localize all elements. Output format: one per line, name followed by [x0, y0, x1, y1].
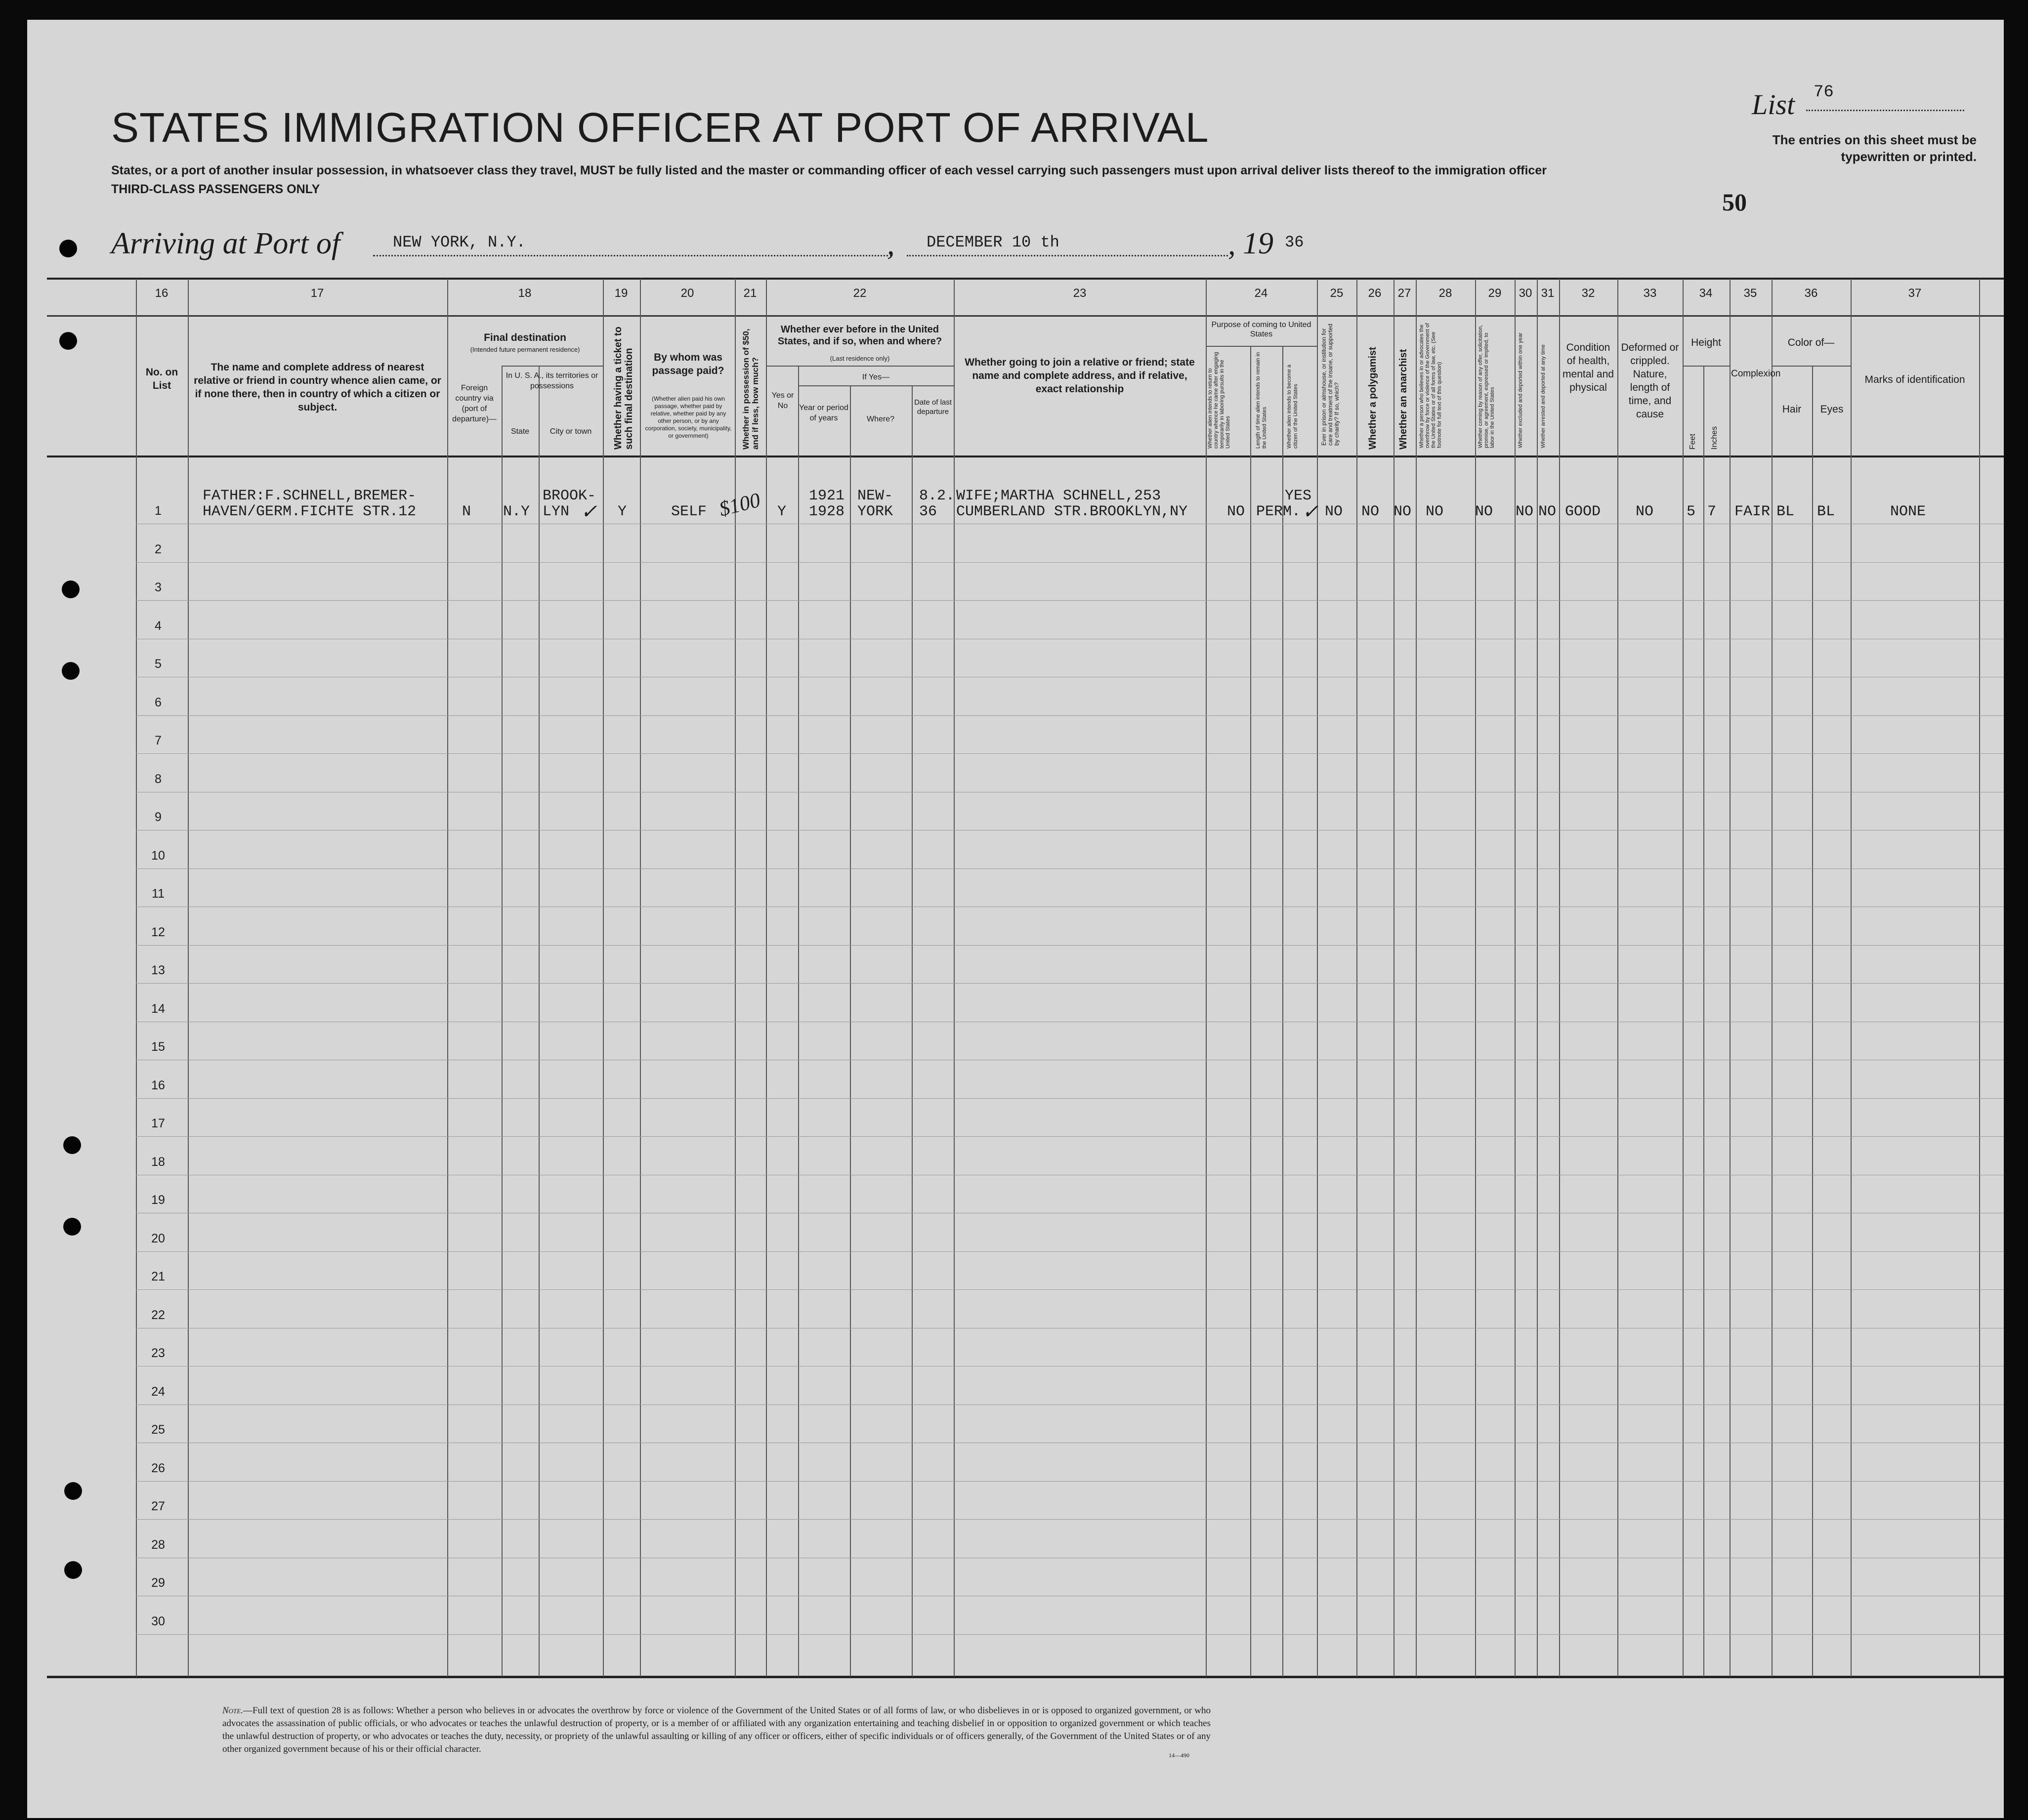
row-number: 23 [151, 1346, 165, 1360]
intro-text [111, 161, 1692, 199]
header-health: Condition of health, mental and physical [1563, 342, 1614, 393]
column-line [1206, 279, 1207, 1677]
anarchist-value: NO [1394, 503, 1412, 520]
row-number: 9 [155, 810, 162, 824]
header-length-of-stay: Length of time alien intends to remain in the United States [1255, 352, 1268, 449]
column-line [1559, 279, 1560, 1677]
port-underline [373, 255, 892, 256]
column-number: 20 [680, 287, 694, 300]
return-intent-value: NO [1227, 503, 1245, 520]
header-ever-before-sub: (Last residence only) [830, 355, 890, 362]
year-suffix: 36 [1285, 233, 1304, 251]
period-value [809, 488, 845, 520]
arrested-value: NO [1538, 503, 1557, 520]
health-value: GOOD [1565, 503, 1601, 520]
row-line [136, 983, 2004, 984]
ticket-value: Y [618, 503, 627, 520]
header-labor-offer: Whether coming by reason of any offer, solicitation, promise, or agreement, expressed or implied, to labor in the United States [1478, 325, 1495, 448]
join-relative-value [956, 488, 1187, 520]
column-line [1356, 279, 1357, 1677]
punch-hole [63, 1218, 81, 1236]
form-top-rule [47, 278, 2004, 280]
sheet-number: 50 [1722, 188, 1747, 216]
deformed-value: NO [1636, 503, 1654, 520]
row-number: 16 [151, 1078, 165, 1092]
row-number: 29 [151, 1576, 165, 1590]
row-number: 19 [151, 1193, 165, 1207]
row-number: 2 [155, 542, 162, 556]
period-line: 1928 [809, 503, 845, 520]
sub-header-rule [798, 385, 954, 386]
check-mark: ✓ [581, 500, 597, 523]
city-line: BROOK- [543, 488, 596, 504]
header-marks: Marks of identification [1864, 374, 1965, 385]
column-number-rule [47, 315, 2004, 317]
form-code: 14—490 [1169, 1752, 1189, 1759]
list-number: 76 [1814, 83, 1834, 102]
row-line [136, 945, 2004, 946]
header-passage-paid-sub: (Whether alien paid his own passage, whether paid by relative, whether paid by any other person, or by any corporation, society, municipality, or government) [645, 395, 732, 439]
column-line [1772, 279, 1773, 1677]
foreign-country-value: N [462, 503, 471, 520]
header-hair: Hair [1782, 404, 1802, 415]
join-line: WIFE;MARTHA SCHNELL,253 [956, 488, 1161, 504]
column-number: 18 [518, 287, 532, 300]
row-number: 22 [151, 1308, 165, 1322]
column-number: 28 [1438, 287, 1452, 300]
column-number: 21 [743, 287, 757, 300]
header-excluded: Whether excluded and deported within one year [1518, 332, 1523, 448]
sub-column-line [1282, 346, 1283, 1677]
row-number: 11 [152, 887, 165, 901]
footnote [222, 1704, 1211, 1756]
column-line [1730, 279, 1731, 1677]
row-number: 12 [151, 925, 165, 939]
header-ticket: Whether having a ticket to such final destination [613, 327, 634, 450]
list-underline [1806, 110, 1964, 111]
comma: , [887, 228, 895, 261]
column-line [1475, 279, 1476, 1677]
sub-header-rule [1772, 366, 1851, 367]
relative-line: FATHER:F.SCHNELL,BREMER- [203, 488, 417, 504]
passage-value: SELF [671, 503, 707, 520]
row-number: 3 [155, 580, 162, 594]
row-number: 4 [155, 619, 162, 633]
row-number: 14 [151, 1001, 165, 1016]
column-number: 17 [310, 287, 324, 300]
manifest-sheet [27, 20, 2004, 1818]
column-number: 29 [1488, 287, 1502, 300]
header-citizen-intent: Whether alien intends to become a citizen of the United States [1286, 365, 1299, 449]
row-line [136, 1098, 2004, 1099]
sub-column-line [1250, 346, 1251, 1677]
period-line: 1921 [809, 488, 845, 504]
header-join-relative: Whether going to join a relative or friend; state name and complete address, and if relative, exact relationship [965, 357, 1195, 395]
departure-value [919, 488, 955, 520]
row-number: 10 [151, 848, 165, 863]
column-number: 27 [1397, 287, 1411, 300]
row-line [136, 562, 2004, 563]
row-number: 18 [151, 1155, 165, 1169]
header-usa: In U. S. A., its territories or possessions [506, 372, 598, 390]
row-number: 13 [151, 963, 165, 977]
column-number: 23 [1073, 287, 1087, 300]
header-overthrow: Whether a person who believes in or advocates the overthrow by force or violence of the Government of the United States or of all forms of law, etc. (See footnote for full text of this question) [1419, 323, 1442, 448]
table-bottom-rule [47, 1676, 2004, 1678]
column-number: 32 [1581, 287, 1595, 300]
column-number: 24 [1254, 287, 1268, 300]
where-line: NEW- [857, 488, 893, 504]
row-number: 6 [155, 695, 162, 709]
class-line: THIRD-CLASS PASSENGERS ONLY [111, 182, 320, 196]
marks-value: NONE [1890, 503, 1926, 520]
header-if-yes: If Yes— [862, 373, 890, 381]
departure-line: 36 [919, 503, 937, 520]
where-line: YORK [857, 503, 893, 520]
header-bottom-rule [47, 455, 2004, 457]
sub-column-line [912, 385, 913, 1677]
year-prefix: 19 [1243, 227, 1273, 260]
header-deformed: Deformed or crippled. Nature, length of time, and cause [1621, 342, 1679, 420]
feet-value: 5 [1687, 503, 1696, 520]
header-yes-no: Yes or No [771, 391, 794, 410]
ever-before-value: Y [777, 503, 787, 520]
polygamist-value: NO [1361, 503, 1380, 520]
column-line [1317, 279, 1318, 1677]
column-line [640, 279, 641, 1677]
footnote-lead: Note. [222, 1705, 243, 1716]
page-title: STATES IMMIGRATION OFFICER AT PORT OF ARRIVAL [111, 104, 1209, 151]
row-line [136, 1481, 2004, 1482]
column-number: 16 [155, 287, 169, 300]
header-height: Height [1691, 337, 1721, 348]
column-number: 33 [1643, 287, 1657, 300]
row-line [136, 715, 2004, 716]
excluded-value: NO [1516, 503, 1534, 520]
row-number: 25 [151, 1423, 165, 1437]
row-line [136, 1136, 2004, 1137]
row-number: 15 [151, 1040, 165, 1054]
join-line: CUMBERLAND STR.BROOKLYN,NY [956, 503, 1188, 520]
header-final-destination: Final destination [484, 332, 566, 343]
column-number: 26 [1368, 287, 1382, 300]
header-arrested: Whether arrested and deported at any time [1540, 344, 1546, 448]
column-line [1537, 279, 1538, 1677]
sub-header-rule [502, 366, 603, 367]
column-number: 30 [1519, 287, 1532, 300]
row-line [136, 600, 2004, 601]
row-number: 28 [151, 1537, 165, 1552]
header-passage-paid: By whom was passage paid? [652, 352, 724, 376]
list-note: The entries on this sheet must be typewritten or printed. [1772, 132, 1977, 164]
port-value: NEW YORK, N.Y. [393, 233, 526, 251]
header-purpose: Purpose of coming to United States [1211, 321, 1311, 338]
row-number: 30 [151, 1614, 165, 1628]
column-line [1515, 279, 1516, 1677]
labor-offer-value: NO [1475, 503, 1493, 520]
punch-hole [59, 240, 77, 257]
overthrow-value: NO [1426, 503, 1444, 520]
date-value: DECEMBER 10 th [927, 233, 1059, 251]
header-return-intent: Whether alien intends to return to country whence he came after engaging temporarily in laboring pursuits in the United States [1207, 352, 1231, 449]
header-money: Whether in possession of $50, and if less, how much? [741, 329, 760, 450]
row-number: 5 [155, 657, 162, 671]
row-number: 7 [155, 734, 162, 747]
prison-value: NO [1325, 503, 1343, 520]
column-line [1979, 279, 1980, 1677]
row-number: 27 [151, 1499, 165, 1513]
check-mark: ✓ [1302, 500, 1319, 523]
punch-hole [59, 332, 77, 350]
row-number: 24 [151, 1384, 165, 1399]
intro-paragraph: States, or a port of another insular possession, in whatsoever class they travel, MUST be fully listed and the master or commanding officer of each vessel carrying such passengers must upon arrival deliver lists thereof to the immigration officer [111, 164, 1547, 177]
row-number: 1 [155, 504, 162, 518]
column-line [1617, 279, 1618, 1677]
row-number: 26 [151, 1461, 165, 1475]
row-number: 21 [151, 1270, 165, 1283]
punch-hole [62, 580, 80, 598]
header-foreign-country: Foreign country via (port of departure)— [452, 384, 497, 423]
column-line [735, 279, 736, 1677]
header-nearest-relative: The name and complete address of nearest relative or friend in country whence alien came, or if none there, then in country of which a citizen or subject. [194, 362, 441, 413]
column-number: 19 [614, 287, 628, 300]
header-eyes: Eyes [1820, 404, 1844, 415]
departure-line: 8.2. [919, 488, 955, 504]
header-polygamist: Whether a polygamist [1367, 347, 1378, 450]
column-line [447, 279, 448, 1677]
column-number: 31 [1541, 287, 1555, 300]
sub-header-rule [1206, 346, 1317, 347]
city-line: LYN [543, 503, 570, 520]
where-value [857, 488, 893, 520]
money-value: $100 [717, 489, 763, 521]
row-line [136, 1289, 2004, 1290]
row-line [136, 1519, 2004, 1520]
sub-column-line [850, 385, 851, 1677]
punch-hole [62, 662, 80, 680]
header-prison: Ever in prison or almshouse, or institution for care and treatment of the insane, or supported by charity? If so, which? [1320, 324, 1340, 446]
column-line [188, 279, 189, 1677]
punch-hole [63, 1136, 81, 1154]
footnote-text: —Full text of question 28 is as follows: Whether a person who believes in or advocates the overthrow by force or violence of the Government of the United States or of all forms of law, or who disbelieves in or is opposed to organized government, or who advocates the assassination of public officials, or who advocates or teaches the unlawful destruction of property, or is a member of or affiliated with any organization entertaining and teaching disbelief in or opposition to organized government or which teaches the unlawful destruction of property, or who advocates or teaches the duty, necessity, or propriety of the unlawful assaulting or killing of any officer or officers, either of specific individuals or of officers generally, of the Government of the United States or of any other organized government because of his or their official character. [222, 1705, 1211, 1754]
relative-address [203, 488, 416, 520]
column-number: 25 [1330, 287, 1344, 300]
header-departure: Date of last departure [914, 398, 952, 416]
row-number: 17 [151, 1117, 165, 1130]
header-complexion: Complexion [1731, 369, 1781, 379]
header-state: State [510, 427, 530, 436]
punch-hole [64, 1561, 82, 1579]
header-color-of: Color of— [1787, 337, 1835, 348]
row-line [136, 1634, 2004, 1635]
state-value: N.Y [503, 503, 530, 520]
date-underline [907, 255, 1228, 256]
punch-hole [64, 1482, 82, 1500]
header-no-on-list: No. on List [145, 367, 178, 391]
header-ever-before: Whether ever before in the United States, and if so, when and where? [777, 324, 942, 347]
header-anarchist: Whether an anarchist [1398, 349, 1409, 450]
comma: , [1228, 228, 1236, 261]
header-inches: Inches [1710, 426, 1719, 450]
header-period: Year or period of years [799, 404, 848, 422]
sub-header-rule [1683, 366, 1730, 367]
column-number: 34 [1699, 287, 1713, 300]
list-label: List [1752, 88, 1795, 121]
header-city: City or town [549, 427, 592, 436]
inches-value: 7 [1707, 503, 1717, 520]
row-line [136, 1251, 2004, 1252]
header-feet: Feet [1689, 433, 1697, 450]
column-line [1416, 279, 1417, 1677]
arriving-label: Arriving at Port of [111, 227, 340, 260]
header-where: Where? [866, 415, 895, 423]
relative-line: HAVEN/GERM.FICHTE STR.12 [203, 503, 417, 520]
complexion-value: FAIR [1734, 503, 1771, 520]
column-number: 35 [1743, 287, 1757, 300]
column-line [1683, 279, 1684, 1677]
length-of-stay-value: PERM. [1256, 503, 1301, 520]
column-line [1851, 279, 1852, 1677]
hair-value: BL [1776, 503, 1795, 520]
row-number: 8 [155, 772, 162, 786]
sub-header-rule [766, 366, 954, 367]
header-final-destination-sub: (Intended future permanent residence) [470, 346, 580, 353]
column-line [603, 279, 604, 1677]
column-number: 36 [1804, 287, 1818, 300]
row-number: 20 [151, 1231, 165, 1245]
column-number: 22 [853, 287, 867, 300]
column-line [766, 279, 767, 1677]
row-line [136, 753, 2004, 754]
eyes-value: BL [1817, 503, 1835, 520]
column-number: 37 [1908, 287, 1922, 300]
citizen-intent-value: YES [1285, 488, 1312, 504]
